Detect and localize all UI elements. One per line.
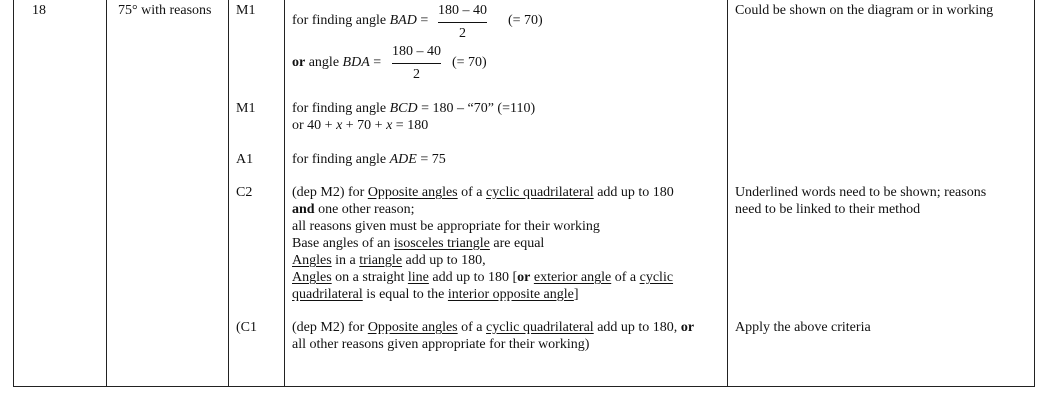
working-value: (= 70) xyxy=(508,13,543,28)
working-line: for finding angle BCD = 180 – “70” (=110) xyxy=(292,101,536,116)
mark-code: A1 xyxy=(236,152,254,167)
working-value: (= 70) xyxy=(452,55,487,70)
criteria-line: Base angles of an isosceles triangle are equal xyxy=(292,236,545,251)
fraction: 180 – 40 2 xyxy=(438,3,487,41)
criteria-line: quadrilateral is equal to the interior opposite angle] xyxy=(292,287,579,302)
column-divider xyxy=(228,0,229,386)
mark-code: M1 xyxy=(236,3,256,18)
answer: 75° with reasons xyxy=(118,3,212,18)
criteria-line: and one other reason; xyxy=(292,202,415,217)
working-line: for finding angle ADE = 75 xyxy=(292,152,446,167)
criteria-line: (dep M2) for Opposite angles of a cyclic quadrilateral add up to 180, or xyxy=(292,320,695,335)
mark-code: M1 xyxy=(236,101,256,116)
criteria-line: (dep M2) for Opposite angles of a cyclic quadrilateral add up to 180 xyxy=(292,185,674,200)
working-line: for finding angle BAD = xyxy=(292,13,429,28)
guidance-note: Could be shown on the diagram or in working xyxy=(735,3,994,18)
criteria-line: Angles on a straight line add up to 180 [or exterior angle of a cyclic xyxy=(292,270,674,285)
fraction: 180 – 40 2 xyxy=(392,44,441,82)
column-divider xyxy=(727,0,728,386)
criteria-line: Angles in a triangle add up to 180, xyxy=(292,253,486,268)
mark-code: (C1 xyxy=(236,320,257,335)
criteria-line: all other reasons given appropriate for their working) xyxy=(292,337,590,352)
column-divider xyxy=(284,0,285,386)
criteria-line: all reasons given must be appropriate for their working xyxy=(292,219,600,234)
working-line: or angle BDA = xyxy=(292,55,382,70)
guidance-note: Apply the above criteria xyxy=(735,320,871,335)
column-divider xyxy=(106,0,107,386)
mark-code: C2 xyxy=(236,185,253,200)
question-number: 18 xyxy=(32,3,46,18)
working-line: or 40 + x + 70 + x = 180 xyxy=(292,118,429,133)
guidance-note: need to be linked to their method xyxy=(735,202,921,217)
guidance-note: Underlined words need to be shown; reasons xyxy=(735,185,987,200)
